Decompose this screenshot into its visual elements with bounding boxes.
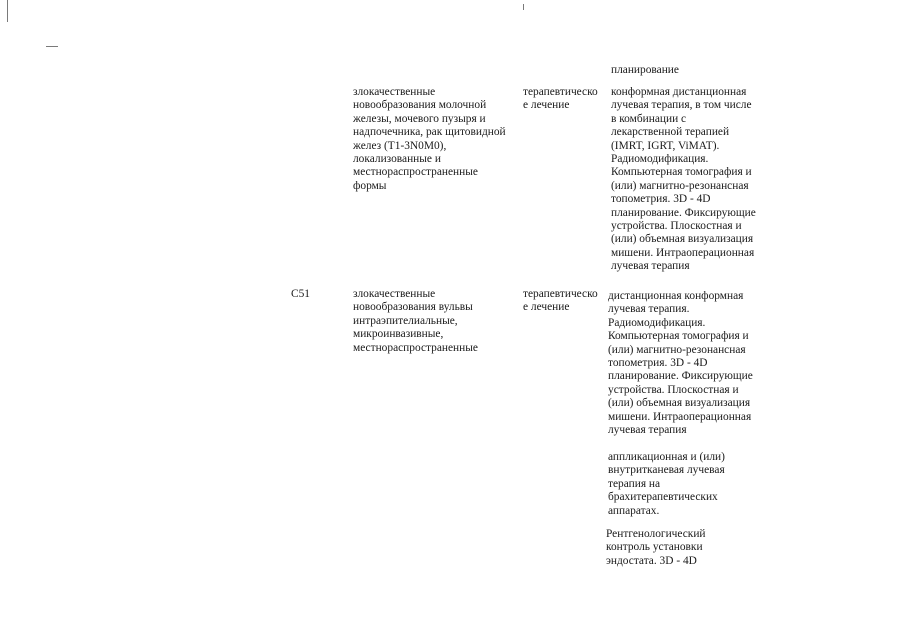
row2-diagnosis: злокачественные новообразования вульвы интраэпителиальные, микроинвазивные, местнораспространенные: [353, 288, 478, 354]
row2-treatment-type: терапевтическо е лечение: [523, 288, 598, 314]
row2-treatment-method-1: дистанционная конформная лучевая терапия. Радиомодификация. Компьютерная томография и (или) магнитно-резонансная топометрия. 3D - 4D планирование. Фиксирующие устройства. Плоскостная и (или) объемная визуализация мишени. Интраоперационная лучевая терапия: [608, 290, 753, 437]
row2-treatment-method-2: аппликационная и (или) внутритканевая лучевая терапия на брахитерапевтических аппаратах.: [608, 451, 725, 517]
row1-diagnosis: злокачественные новообразования молочной железы, мочевого пузыря и надпочечника, рак щитовидной желез (T1-3N0M0), локализованные и местнораспространенные формы: [353, 86, 506, 192]
scan-artifact-dash: [46, 46, 58, 47]
row2-icd-code: C51: [291, 288, 310, 300]
row1-treatment-method: конформная дистанционная лучевая терапия, в том числе в комбинации с лекарственной терапией (IMRT, IGRT, ViMAT). Радиомодификация. Компьютерная томография и (или) магнитно-резонансная топометрия. 3D - 4D планирование. Фиксирующие устройства. Плоскостная и (или) объемная визуализация мишени. Интраоперационная лучевая терапия: [611, 86, 756, 273]
row2-treatment-method-3: Рентгенологический контроль установки эндостата. 3D - 4D: [606, 528, 706, 567]
scan-artifact-left-edge: [7, 0, 8, 22]
scan-artifact-tick: [523, 4, 524, 10]
top-continuation-text: планирование: [611, 64, 679, 76]
row1-treatment-type: терапевтическо е лечение: [523, 86, 598, 112]
